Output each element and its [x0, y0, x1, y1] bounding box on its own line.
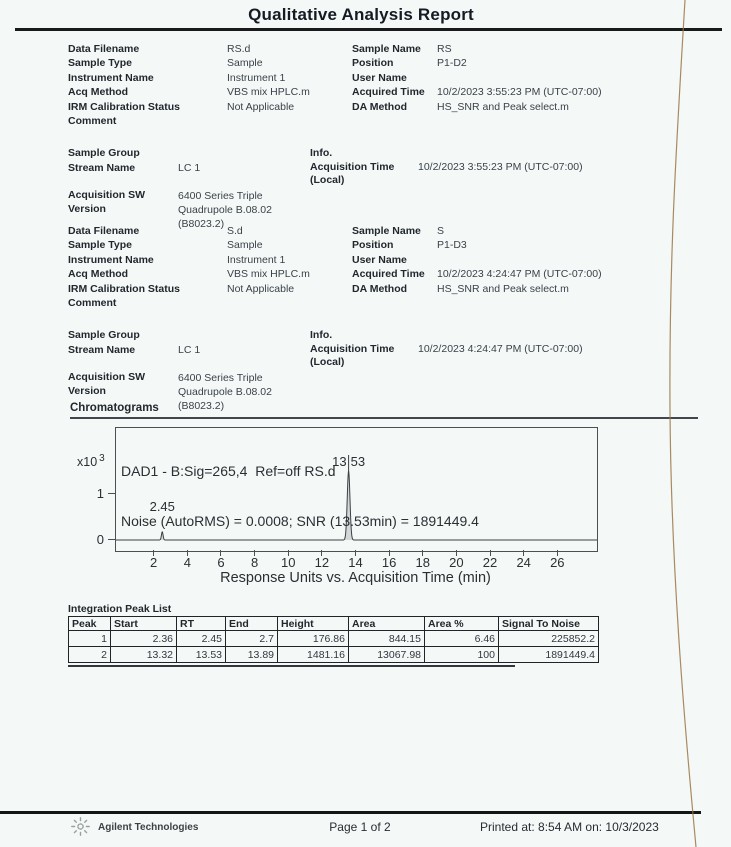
footer-brand: Agilent Technologies — [98, 822, 199, 833]
sample-info-rows — [0, 42, 731, 128]
table-cell: 176.86 — [278, 631, 349, 647]
table-cell: 2 — [69, 647, 111, 663]
field-value: VBS mix HPLC.m — [227, 86, 310, 99]
sw-version-clipped-line: (B8023.2) — [178, 218, 225, 231]
table-cell: 13.89 — [226, 647, 278, 663]
acquisition-sw-version-label: Acquisition SW Version — [68, 371, 145, 397]
info-row — [0, 71, 731, 85]
x-tick-label: 20 — [449, 555, 464, 570]
peak-rt-label: 13 53 — [332, 454, 366, 469]
info-row — [0, 282, 731, 296]
info-row — [0, 238, 731, 252]
field-value: HS_SNR and Peak select.m — [437, 282, 569, 295]
table-cell: 6.46 — [425, 631, 499, 647]
peak-rt-label: 2.45 — [149, 499, 175, 514]
column-header: RT — [177, 617, 226, 631]
peak-table-bottom-rule — [68, 665, 515, 667]
column-header: Start — [111, 617, 177, 631]
field-label: Sample Name — [352, 43, 421, 55]
table-cell: 225852.2 — [499, 631, 599, 647]
page-title: Qualitative Analysis Report — [248, 5, 474, 24]
x-tick-label: 8 — [250, 555, 259, 570]
y-tick-label: 0 — [96, 532, 104, 547]
sample-info-block-1 — [0, 42, 731, 231]
info-row — [0, 100, 731, 114]
field-value: Not Applicable — [227, 282, 295, 295]
field-label: Instrument Name — [68, 71, 154, 84]
table-cell: 13.53 — [177, 647, 226, 663]
field-value: Instrument 1 — [227, 253, 286, 266]
column-header: Peak — [69, 617, 111, 631]
field-label: Acquired Time — [352, 86, 425, 99]
printed-timestamp: Printed at: 8:54 AM on: 10/3/2023 — [480, 820, 659, 834]
x-tick-label: 6 — [217, 555, 225, 570]
field-value: HS_SNR and Peak select.m — [437, 100, 569, 113]
column-header: Signal To Noise — [499, 617, 599, 631]
x-tick-label: 10 — [280, 555, 296, 570]
x-tick-label: 24 — [516, 555, 531, 570]
sw-version-line1: 6400 Series Triple — [178, 372, 263, 384]
field-label: IRM Calibration Status — [68, 282, 181, 295]
y-axis-scale-label: x10 $^3$ — [77, 453, 105, 470]
x-tick-label: 2 — [150, 555, 158, 570]
table-cell: 1 — [69, 631, 111, 647]
sample-group-label: Sample Group — [68, 329, 140, 341]
y-tick-label: 1 — [96, 485, 104, 501]
field-label: Comment — [68, 114, 117, 127]
column-header: Area — [349, 617, 425, 631]
y-tick-mark — [108, 493, 115, 494]
info-row — [0, 56, 731, 70]
sw-version-line1: 6400 Series Triple — [178, 190, 263, 202]
x-tick-label: 12 — [314, 555, 330, 570]
field-label: Acq Method — [68, 268, 129, 281]
page-number: Page 1 of 2 — [329, 820, 391, 834]
peak-list-section-title: Integration Peak List — [68, 603, 172, 615]
sw-version-line2: Quadrupole B.08.02 — [178, 386, 272, 399]
y-tick-mark — [108, 539, 115, 540]
field-value: RS — [437, 43, 452, 55]
footer-rule — [0, 811, 701, 814]
info-label: Info. — [310, 147, 333, 159]
field-value: P1-D3 — [437, 239, 467, 252]
table-cell: 2.7 — [226, 631, 278, 647]
info-row — [0, 114, 731, 128]
stream-name-value: LC 1 — [178, 161, 201, 174]
table-cell: 13.32 — [111, 647, 177, 663]
sw-version-line2: Quadrupole B.08.02 — [178, 204, 272, 217]
field-value: Instrument 1 — [227, 71, 286, 84]
field-value: VBS mix HPLC.m — [227, 268, 310, 281]
stream-name-label: Stream Name — [68, 343, 136, 356]
noise-snr-annotation: Noise (AutoRMS) = 0.0008; SNR (13.53min) = 1891449.4 — [121, 512, 479, 529]
field-label: Sample Type — [68, 239, 132, 252]
x-tick-label: 22 — [482, 555, 498, 570]
field-label: DA Method — [352, 282, 408, 295]
table-row — [69, 631, 599, 647]
field-label: User Name — [352, 71, 407, 84]
x-tick-label: 26 — [550, 555, 565, 570]
field-value: 10/2/2023 4:24:47 PM (UTC-07:00) — [437, 268, 602, 281]
field-value: RS.d — [227, 43, 251, 55]
chromatograms-section-title: Chromatograms — [70, 402, 159, 414]
field-label: Instrument Name — [68, 253, 154, 266]
field-value: Sample — [227, 239, 263, 252]
acquisition-time-local-value: 10/2/2023 3:55:23 PM (UTC-07:00) — [418, 160, 583, 173]
field-label: DA Method — [352, 100, 408, 113]
sample-group-label: Sample Group — [68, 147, 140, 159]
chromatogram-header — [121, 429, 479, 563]
field-label: Position — [352, 57, 394, 70]
x-tick-label: 14 — [348, 555, 363, 570]
table-header-row — [69, 617, 599, 631]
stream-name-label: Stream Name — [68, 161, 136, 174]
sw-version-clipped-line: (B8023.2) — [178, 400, 225, 413]
table-cell: 13067.98 — [349, 647, 425, 663]
table-cell: 2.36 — [111, 631, 177, 647]
sample-info-rows — [0, 224, 731, 310]
signal-description: DAD1 - B:Sig=265,4 Ref=off RS.d — [121, 462, 336, 479]
field-value: P1-D2 — [437, 57, 467, 70]
field-label: Data Filename — [68, 43, 140, 55]
info-row — [0, 253, 731, 267]
info-row — [0, 224, 731, 238]
info-row — [0, 267, 731, 281]
field-label: IRM Calibration Status — [68, 100, 181, 113]
column-header: Area % — [425, 617, 499, 631]
chromatograms-section-rule — [70, 417, 698, 419]
table-row — [69, 647, 599, 663]
acquisition-time-local-label: Acquisition Time (Local) — [310, 342, 395, 369]
acquisition-sw-version-label: Acquisition SW Version — [68, 189, 145, 215]
x-tick-label: 4 — [183, 555, 191, 570]
info-label: Info. — [310, 329, 333, 341]
x-tick-label: 18 — [415, 555, 430, 570]
x-axis-title: Response Units vs. Acquisition Time (min) — [220, 570, 491, 586]
chromatogram-plot — [115, 427, 598, 552]
field-value: 10/2/2023 3:55:23 PM (UTC-07:00) — [437, 86, 602, 99]
field-label: User Name — [352, 253, 407, 266]
column-header: Height — [278, 617, 349, 631]
field-label: Comment — [68, 296, 117, 309]
table-cell: 844.15 — [349, 631, 425, 647]
field-label: Acq Method — [68, 86, 129, 99]
stream-name-value: LC 1 — [178, 343, 201, 356]
field-label: Sample Name — [352, 225, 421, 237]
table-cell: 1481.16 — [278, 647, 349, 663]
field-label: Acquired Time — [352, 268, 425, 281]
field-label: Data Filename — [68, 225, 140, 237]
field-label: Position — [352, 239, 394, 252]
table-cell: 2.45 — [177, 631, 226, 647]
table-cell: 1891449.4 — [499, 647, 599, 663]
info-row — [0, 296, 731, 310]
acquisition-time-local-label: Acquisition Time (Local) — [310, 160, 395, 187]
acquisition-time-local-value: 10/2/2023 4:24:47 PM (UTC-07:00) — [418, 342, 583, 355]
integration-peak-table — [68, 616, 599, 663]
field-value: S.d — [227, 225, 243, 237]
field-value: S — [437, 225, 445, 237]
acquisition-sw-version-value — [178, 371, 272, 413]
info-row — [0, 85, 731, 99]
info-row — [0, 42, 731, 56]
title-rule — [15, 28, 722, 31]
agilent-logo-icon — [71, 817, 90, 836]
column-header: End — [226, 617, 278, 631]
table-cell: 100 — [425, 647, 499, 663]
field-label: Sample Type — [68, 57, 132, 70]
field-value: Not Applicable — [227, 100, 295, 113]
field-value: Sample — [227, 57, 263, 70]
x-tick-label: 16 — [381, 555, 397, 570]
